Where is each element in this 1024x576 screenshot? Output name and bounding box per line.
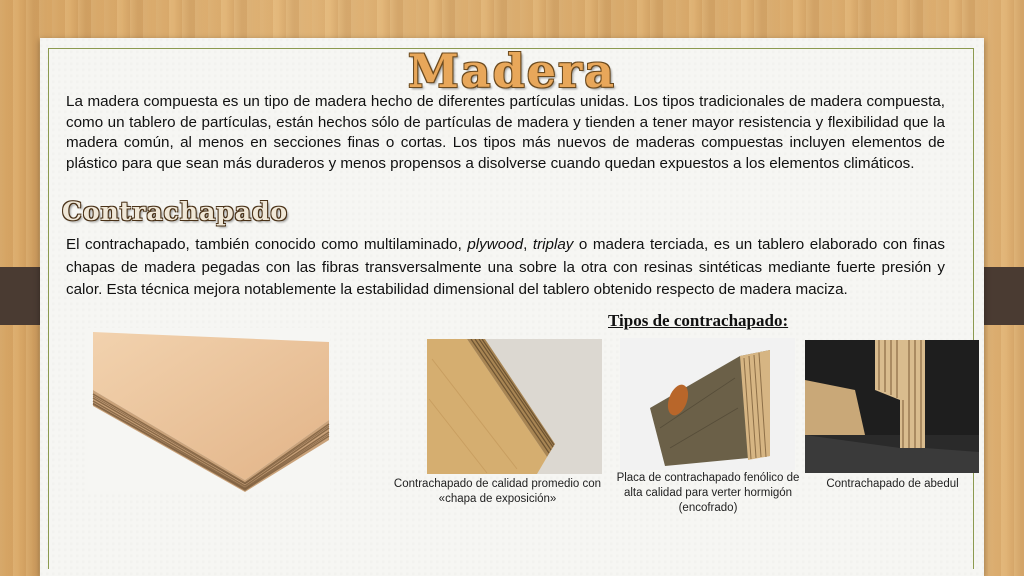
birch-plywood-photo-icon (805, 340, 979, 473)
type-image-3 (805, 340, 979, 473)
section-paragraph: El contrachapado, también conocido como multilaminado, plywood, triplay o madera terciada, es un tablero elaborado con finas chapas de madera pegadas con las fibras transversalmente una sobre la otra con resinas sintéticas mediante fuerte presión y calor. Esta técnica mejora notablemente la estabilidad dimensional del tablero obtenido respecto de madera maciza. (66, 236, 945, 298)
types-heading: Tipos de contrachapado: (608, 311, 789, 330)
page-title: Madera (407, 44, 617, 98)
plywood-board-photo-icon (427, 339, 602, 474)
intro-paragraph: La madera compuesta es un tipo de madera hecho de diferentes partículas unidas. Los tipos tradicionales de madera compuesta, como un tablero de partículas, están hechos sólo de partículas de madera y tienden a tener mayor resistencia y flexibilidad que la madera común, al menos en secciones finas o cortas. Los tipos más nuevos de maderas compuestas incluyen elementos de plástico para que sean más duraderos y menos propensos a disolverse cuando quedan expuestos a los elementos climáticos. (66, 93, 945, 172)
type-caption-1: Contrachapado de calidad promedio con «chapa de exposición» (393, 478, 602, 505)
section-title: Contrachapado (62, 197, 289, 226)
plywood-stack-image (85, 328, 330, 493)
type-image-1 (427, 339, 602, 474)
type-caption-3: Contrachapado de abedul (826, 478, 959, 490)
type-caption-2: Placa de contrachapado fenólico de alta calidad para verter hormigón (encofrado) (616, 472, 800, 514)
phenolic-plywood-photo-icon (620, 338, 795, 470)
type-image-2 (620, 338, 795, 470)
plywood-stack-icon (85, 328, 330, 493)
